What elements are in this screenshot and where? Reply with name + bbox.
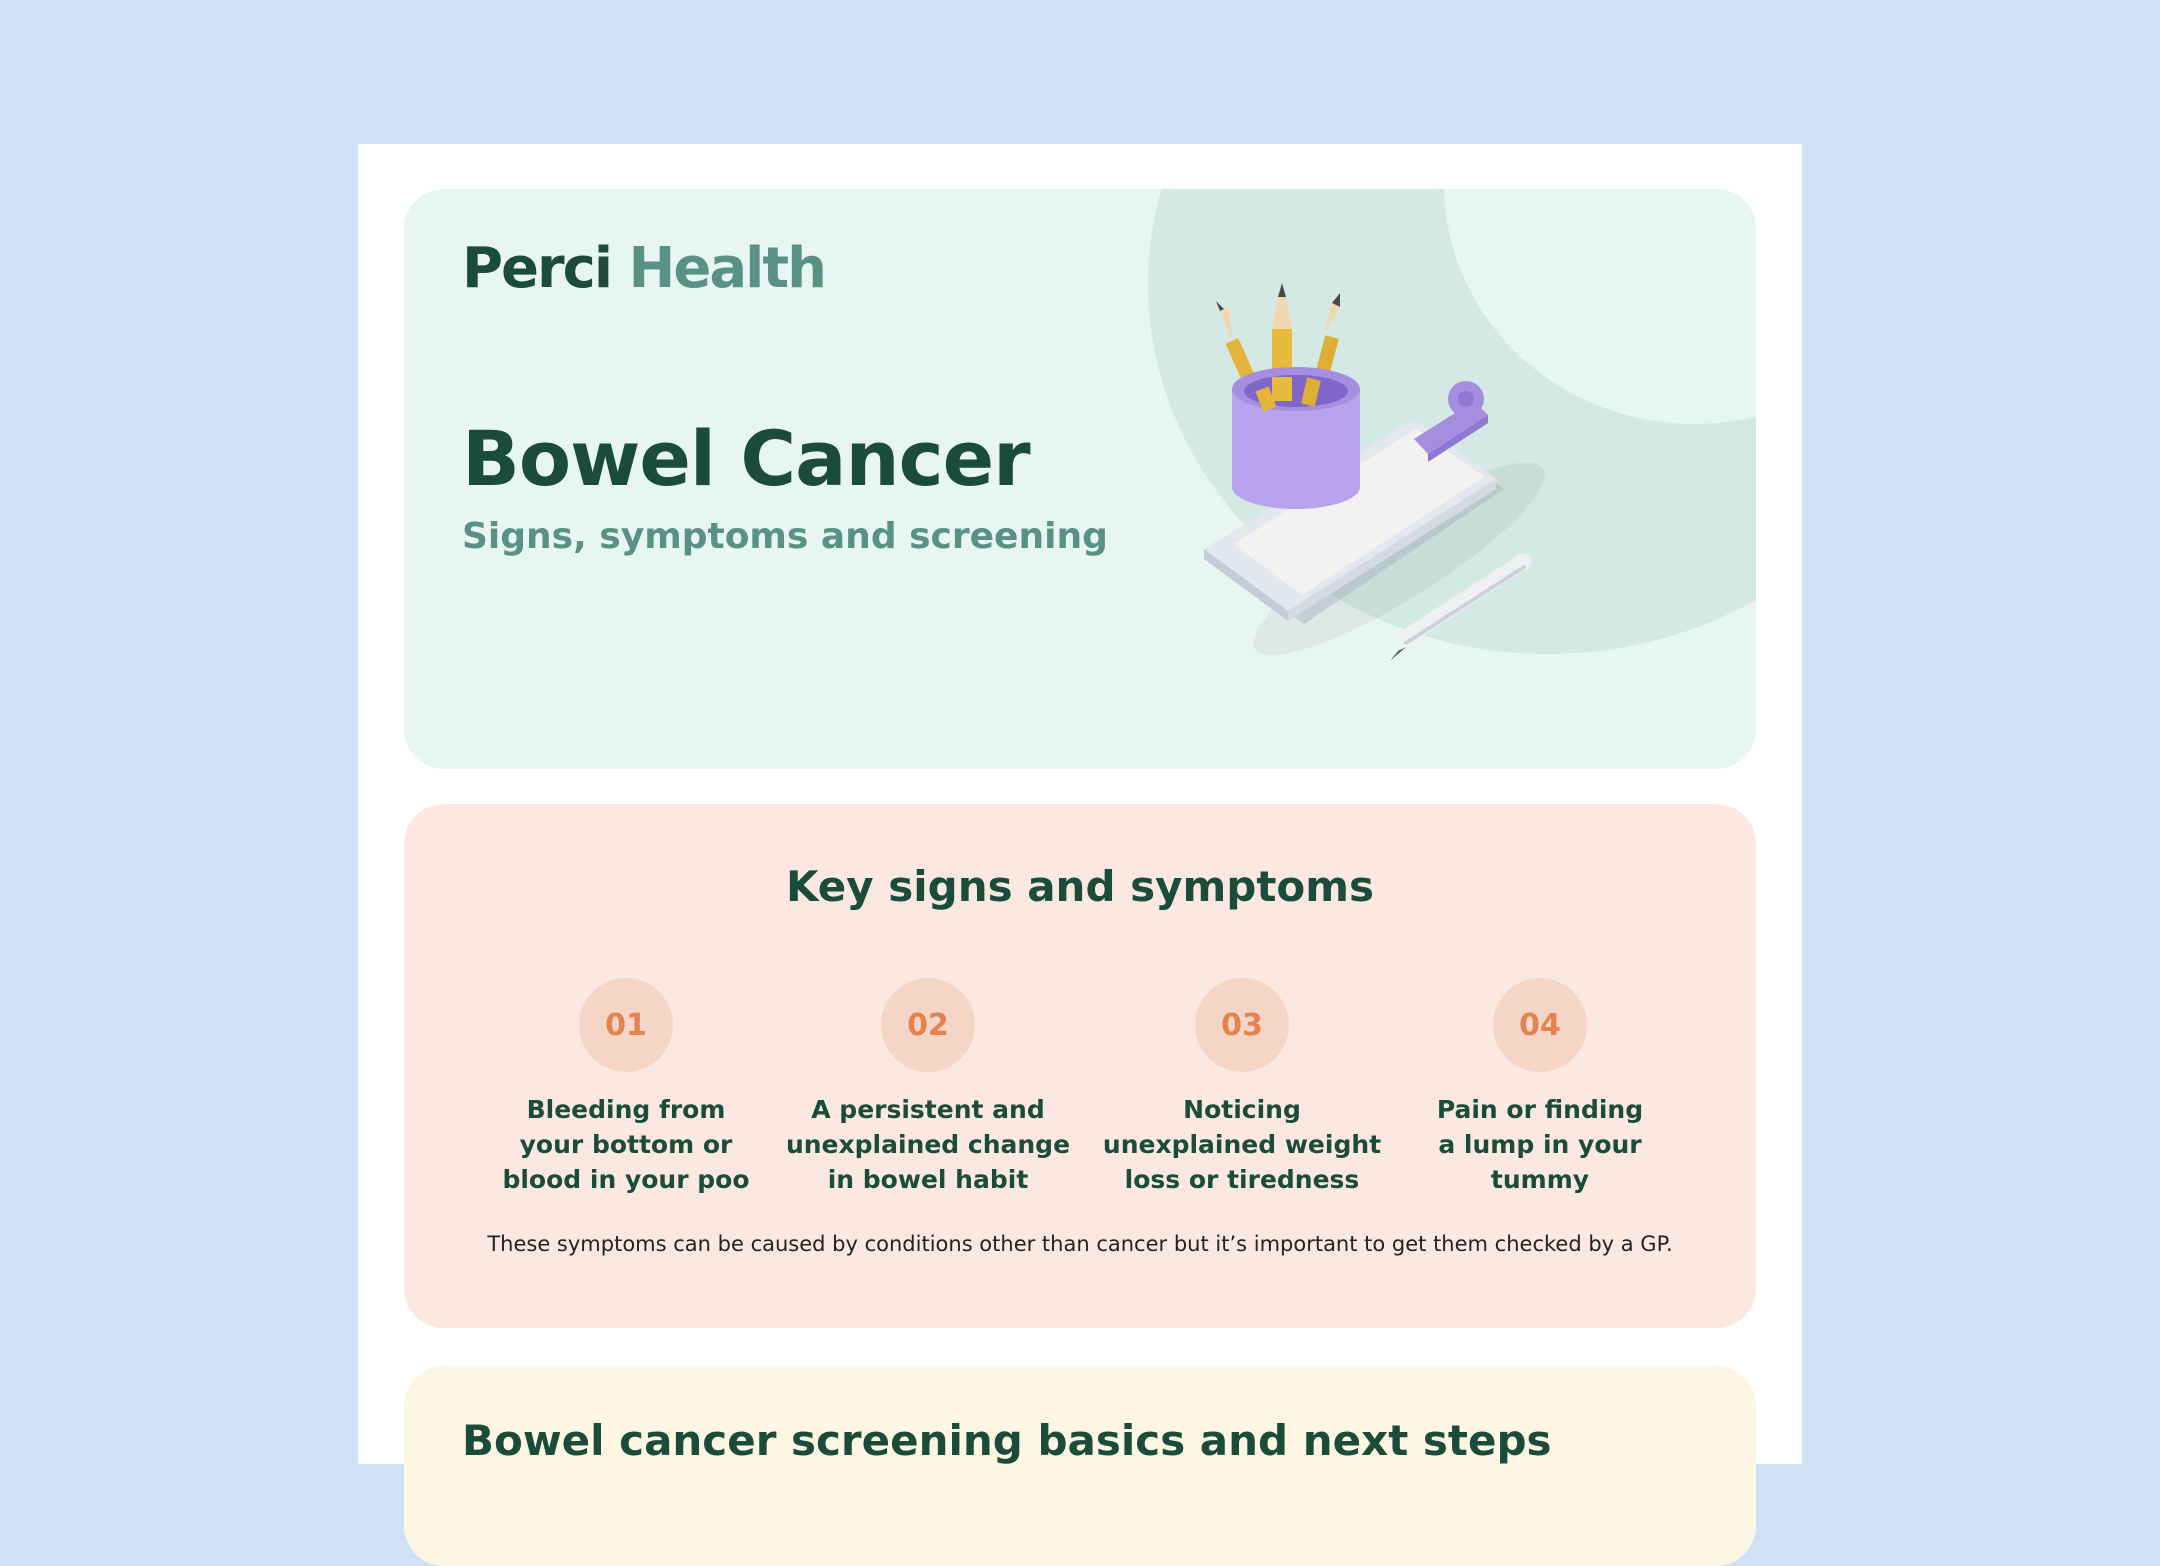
symptoms-note: These symptoms can be caused by conditions other than cancer but it’s important to get them checked by a GP. [487, 1232, 1673, 1256]
pencil-cup-icon [1216, 283, 1360, 509]
symptom-text-line: a lump in your [1438, 1130, 1642, 1159]
symptom-number-badge: 03 [1195, 978, 1289, 1072]
symptom-text-line: Pain or finding [1436, 1095, 1644, 1124]
symptom-item [1390, 978, 1690, 1197]
symptom-text-line: unexplained weight [1102, 1130, 1382, 1159]
symptom-text-line: tummy [1490, 1165, 1590, 1194]
symptoms-card [404, 804, 1756, 1328]
symptom-text-line: loss or tiredness [1124, 1165, 1360, 1194]
symptom-text [1092, 1092, 1392, 1197]
symptom-text-line: your bottom or [519, 1130, 733, 1159]
clipboard-pencil-cup-illustration [1184, 249, 1644, 719]
symptom-number-badge: 04 [1493, 978, 1587, 1072]
symptom-text [1390, 1092, 1690, 1197]
symptom-number-badge: 01 [579, 978, 673, 1072]
symptom-text-line: blood in your poo [502, 1165, 750, 1194]
page-sheet [358, 144, 1802, 1464]
screening-card [404, 1366, 1756, 1566]
symptom-text [476, 1092, 776, 1197]
symptom-item [778, 978, 1078, 1197]
page-subtitle: Signs, symptoms and screening [462, 516, 1108, 557]
hero-card [404, 189, 1756, 769]
symptom-text-line: A persistent and [811, 1095, 1045, 1124]
symptom-number-badge: 02 [881, 978, 975, 1072]
symptom-text [778, 1092, 1078, 1197]
symptoms-heading: Key signs and symptoms [785, 862, 1375, 911]
symptom-text-line: unexplained change [785, 1130, 1071, 1159]
symptom-text-line: in bowel habit [827, 1165, 1029, 1194]
symptom-text-line: Noticing [1183, 1095, 1301, 1124]
symptom-item [1092, 978, 1392, 1197]
page-title: Bowel Cancer [462, 414, 1030, 503]
logo-word-health: Health [628, 236, 825, 301]
symptom-item [476, 978, 776, 1197]
symptom-text-line: Bleeding from [526, 1095, 726, 1124]
logo-word-perci: Perci [462, 236, 612, 301]
screening-heading: Bowel cancer screening basics and next steps [462, 1416, 1552, 1465]
brand-logo [462, 236, 825, 301]
